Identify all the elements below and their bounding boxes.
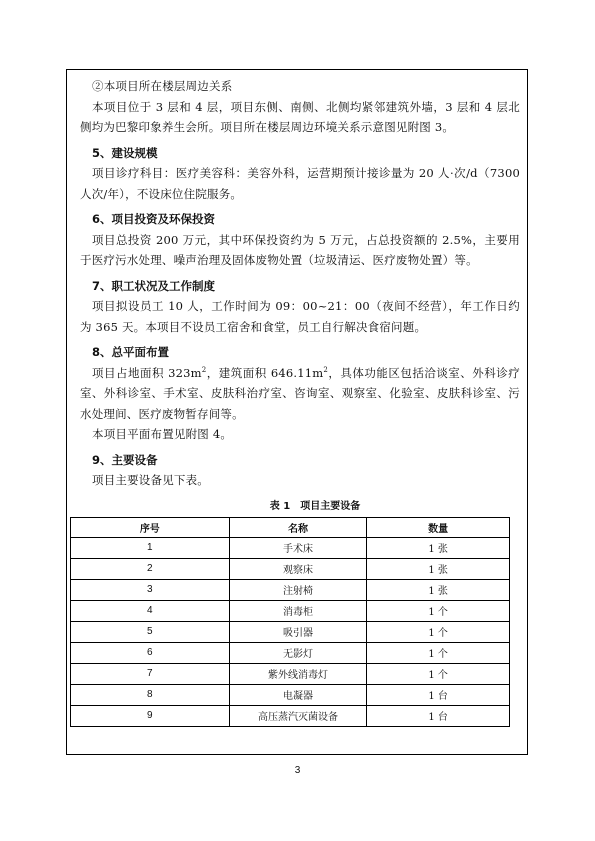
row-index: 5	[71, 621, 230, 642]
row-quantity: 1 个	[367, 600, 510, 621]
area-text-3: ，具体功能区包括洽谈室、外科诊疗室、外科诊室、手术室、皮肤科治疗室、咨询室、观察室、化验室、皮肤科诊室、污水处理间、医疗废物暂存间等。	[80, 365, 520, 421]
area-text-2: ，建筑面积 646.11m	[206, 365, 324, 380]
row-quantity: 1 台	[367, 705, 510, 726]
section-5-paragraph: 项目诊疗科目：医疗美容科：美容外科，运营期预计接诊量为 20 人·次/d（7300 人次/年），不设床位住院服务。	[80, 166, 520, 201]
row-index: 6	[71, 642, 230, 663]
table-row	[71, 537, 510, 558]
section-5-heading: 5、建设规模	[92, 145, 158, 160]
table-row	[71, 663, 510, 684]
row-name: 吸引器	[229, 621, 367, 642]
row-quantity: 1 张	[367, 537, 510, 558]
section-8-heading: 8、总平面布置	[92, 345, 170, 359]
row-name: 无影灯	[229, 642, 367, 663]
row-name: 电凝器	[229, 684, 367, 705]
table-header-row	[71, 517, 510, 537]
row-index: 8	[71, 684, 230, 705]
section-6-heading: 6、项目投资及环保投资	[92, 212, 216, 226]
section-7-heading: 7、职工状况及工作制度	[92, 278, 216, 293]
table-row	[71, 558, 510, 579]
table-row	[71, 579, 510, 600]
surroundings-subheading: ②本项目所在楼层周边关系	[92, 79, 233, 93]
row-name: 观察床	[229, 558, 367, 579]
section-6-paragraph: 项目总投资 200 万元，其中环保投资约为 5 万元，占总投资额的 2.5%，主要用于医疗污水处理、噪声治理及固体废物处置（垃圾清运、医疗废物处置）等。	[80, 232, 520, 267]
row-name: 手术床	[229, 537, 367, 558]
row-quantity: 1 个	[367, 642, 510, 663]
superscript-2: 2	[323, 365, 329, 374]
row-index: 9	[71, 705, 230, 726]
superscript-1: 2	[201, 365, 207, 374]
table-row	[71, 642, 510, 663]
row-index: 4	[71, 600, 230, 621]
page-number: 3	[294, 765, 301, 776]
header-name: 名称	[229, 517, 367, 537]
equipment-table	[70, 517, 510, 727]
section-8-paragraph-2: 本项目平面布置见附图 4。	[92, 427, 233, 441]
row-index: 3	[71, 579, 230, 600]
area-text-1: 项目占地面积 323m	[92, 365, 202, 380]
row-index: 2	[71, 558, 230, 579]
row-index: 7	[71, 663, 230, 684]
table-row	[71, 684, 510, 705]
table-caption: 表 1 项目主要设备	[269, 500, 361, 512]
row-quantity: 1 个	[367, 621, 510, 642]
table-row	[71, 621, 510, 642]
row-index: 1	[71, 537, 230, 558]
section-8-paragraph	[80, 363, 520, 425]
header-index: 序号	[71, 517, 230, 537]
row-quantity: 1 台	[367, 684, 510, 705]
row-quantity: 1 张	[367, 558, 510, 579]
surroundings-paragraph: 本项目位于 3 层和 4 层，项目东侧、南侧、北侧均紧邻建筑外墙，3 层和 4 层北侧均为巴黎印象养生会所。项目所在楼层周边环境关系示意图见附图 3。	[80, 99, 520, 134]
row-name: 紫外线消毒灯	[229, 663, 367, 684]
row-name: 高压蒸汽灭菌设备	[229, 705, 367, 726]
section-9-heading: 9、主要设备	[92, 452, 158, 467]
row-quantity: 1 个	[367, 663, 510, 684]
row-quantity: 1 张	[367, 579, 510, 600]
section-9-paragraph: 项目主要设备见下表。	[92, 473, 209, 487]
row-name: 注射椅	[229, 579, 367, 600]
header-quantity: 数量	[367, 517, 510, 537]
table-row	[71, 705, 510, 726]
row-name: 消毒柜	[229, 600, 367, 621]
table-row	[71, 600, 510, 621]
document-body	[80, 76, 520, 727]
section-7-paragraph: 项目拟设员工 10 人，工作时间为 09：00~21：00（夜间不经营），年工作日约为 365 天。本项目不设员工宿舍和食堂，员工自行解决食宿问题。	[80, 299, 520, 334]
